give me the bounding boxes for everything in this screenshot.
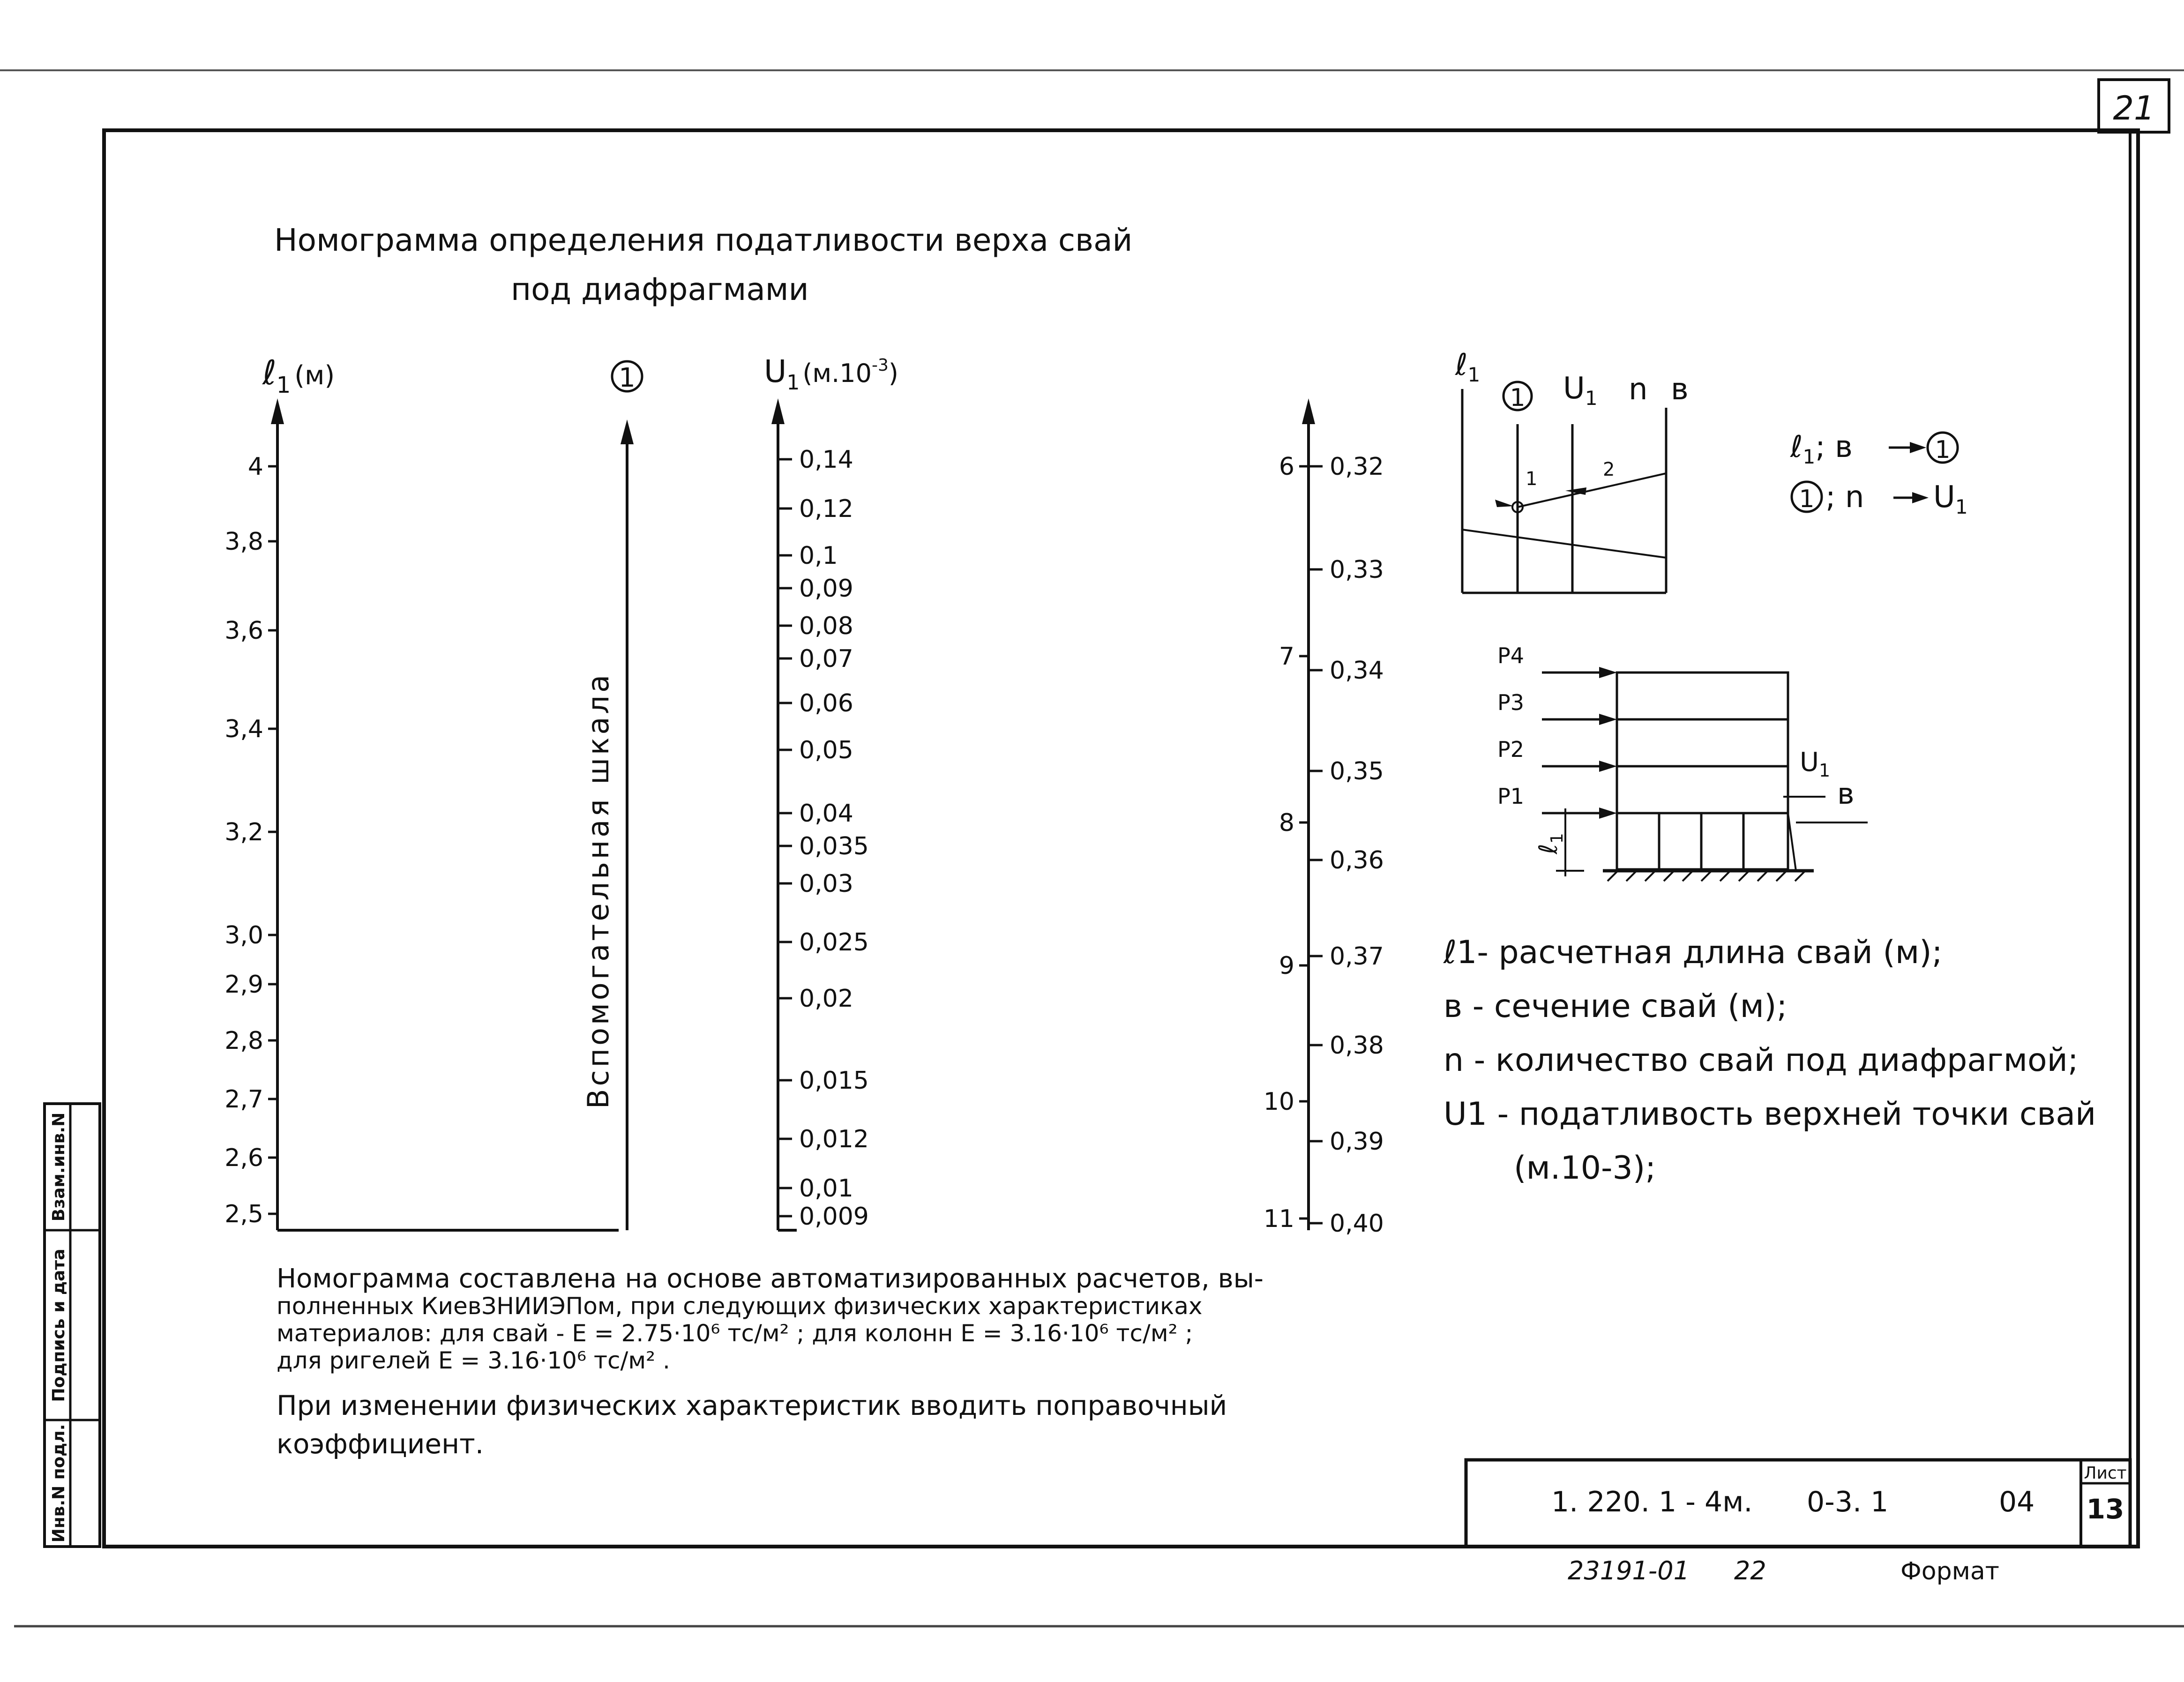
axis-b-tick-label: 0,38 bbox=[1330, 1032, 1384, 1060]
axis-b-tick-label: 0,34 bbox=[1330, 657, 1384, 685]
note-line-5: При изменении физических характеристик вводить поправочный bbox=[277, 1390, 1227, 1421]
format-label: Формат bbox=[1900, 1557, 1999, 1585]
axis-l1-tick-label: 2,8 bbox=[224, 1027, 263, 1055]
legend-l1: ℓ1- расчетная длина свай (м); bbox=[1444, 934, 1943, 971]
axis-u1-tick-label: 0,07 bbox=[799, 645, 853, 673]
axis-u1-tick-label: 0,015 bbox=[799, 1067, 869, 1095]
title-line-1: Номограмма определения податливости верха свай bbox=[274, 222, 1133, 258]
axis-u1-tick-label: 0,1 bbox=[799, 542, 838, 570]
key-l1-label: ℓ$_1$ bbox=[1455, 348, 1481, 386]
axis-l1-tick-label: 4 bbox=[247, 453, 263, 481]
axis-l1-tick-label: 2,9 bbox=[224, 971, 263, 999]
side-stamp bbox=[45, 1104, 100, 1547]
axis-u1-tick-label: 0,035 bbox=[799, 832, 869, 860]
document-part: 0-3. 1 bbox=[1807, 1486, 1889, 1518]
axis-n-ticks bbox=[1264, 453, 1309, 1233]
axis-l1 bbox=[224, 353, 619, 1230]
rule-line-1-text: ℓ$_1$; в bbox=[1790, 430, 1853, 468]
note-line-3: материалов: для свай - Е = 2.75·10⁶ тс/м² ; для колонн Е = 3.16·10⁶ тс/м² ; bbox=[277, 1320, 1193, 1347]
note-line-6: коэффициент. bbox=[277, 1428, 484, 1460]
axis-u1-tick-label: 0,02 bbox=[799, 985, 853, 1013]
axis-l1-tick-label: 2,5 bbox=[224, 1200, 263, 1228]
aux-axis-arrowhead bbox=[621, 419, 634, 444]
key-arrow-2-label: 2 bbox=[1603, 459, 1615, 480]
axis-l1-tick-label: 2,6 bbox=[224, 1144, 263, 1172]
pile-deflection bbox=[1788, 813, 1796, 871]
key-n-label: n bbox=[1629, 372, 1648, 407]
document-revision: 04 bbox=[1999, 1486, 2035, 1518]
legend-n: n - количество свай под диафрагмой; bbox=[1444, 1042, 2079, 1079]
key-diagram bbox=[1455, 348, 1689, 593]
aux-axis bbox=[581, 361, 642, 1230]
axis-l1-tick-label: 3,8 bbox=[224, 528, 263, 556]
key-line-1 bbox=[1462, 530, 1666, 558]
reading-rules bbox=[1790, 430, 1968, 518]
axis-l1-tick-label: 2,7 bbox=[224, 1085, 263, 1114]
key-arrow-1-label: 1 bbox=[1526, 468, 1538, 490]
legend-b: в - сечение свай (м); bbox=[1444, 988, 1788, 1025]
axis-u1-ticks bbox=[778, 446, 869, 1231]
axis-u1-tick-label: 0,05 bbox=[799, 736, 853, 764]
frame-b-label: в bbox=[1837, 777, 1855, 811]
title-line-2: под диафрагмами bbox=[511, 271, 809, 307]
axis-n-tick-label: 8 bbox=[1279, 809, 1294, 837]
rule-1-circle-label: 1 bbox=[1935, 436, 1951, 464]
legend bbox=[1444, 926, 2096, 1195]
axis-u1-tick-label: 0,04 bbox=[799, 800, 853, 828]
axis-u1-tick-label: 0,14 bbox=[799, 446, 853, 474]
rule-2-u1: $U_1$ bbox=[1933, 480, 1968, 518]
aux-axis-label: Вспомогательная шкала bbox=[581, 672, 615, 1109]
key-line-2 bbox=[1518, 473, 1666, 507]
axis-n-tick-label: 6 bbox=[1279, 453, 1294, 481]
load-p1-arrowhead bbox=[1599, 807, 1617, 819]
axis-u1-tick-label: 0,12 bbox=[799, 495, 853, 523]
axis-u1-tick-label: 0,01 bbox=[799, 1174, 853, 1203]
load-p3-label: P3 bbox=[1497, 690, 1525, 715]
legend-u1-unit: (м.10-3); bbox=[1514, 1150, 1656, 1187]
axis-b-tick-label: 0,40 bbox=[1330, 1210, 1384, 1238]
note-line-4: для ригелей Е = 3.16·10⁶ тс/м² . bbox=[277, 1347, 670, 1374]
axis-u1-arrowhead bbox=[771, 398, 785, 424]
axis-u1-label: $U_1$ $^{(м.10-3}_)$ bbox=[764, 353, 898, 395]
axis-n-b bbox=[1264, 398, 1384, 1238]
key-arrow-1-head bbox=[1495, 500, 1514, 507]
axis-b-tick-label: 0,39 bbox=[1330, 1128, 1384, 1156]
load-p2-label: P2 bbox=[1497, 737, 1525, 762]
axis-n-tick-label: 7 bbox=[1279, 643, 1294, 671]
rule-2-arrow-head bbox=[1912, 492, 1929, 503]
axis-n-tick-label: 10 bbox=[1263, 1088, 1294, 1116]
axis-u1-tick-label: 0,012 bbox=[799, 1125, 869, 1153]
side-stamp-signature: Подпись и дата bbox=[49, 1248, 68, 1402]
load-p2-arrowhead bbox=[1599, 761, 1617, 772]
sheet-no: 13 bbox=[2086, 1493, 2124, 1525]
dim-l1-label: ℓ$_1$ bbox=[1533, 833, 1567, 854]
side-stamp-vzam: Взам.инв.N bbox=[49, 1112, 68, 1222]
load-p3-arrowhead bbox=[1599, 714, 1617, 725]
axis-b-tick-label: 0,36 bbox=[1330, 846, 1384, 875]
title-block bbox=[1466, 1460, 2130, 1547]
inventory-number: 23191-01 bbox=[1568, 1556, 1690, 1585]
frame-ground-hatch bbox=[1608, 872, 1804, 881]
load-p1-label: P1 bbox=[1497, 784, 1525, 809]
frame-u1-label: $U_1$ bbox=[1800, 747, 1831, 781]
rule-1-arrow-head bbox=[1910, 442, 1926, 453]
axis-b-tick-label: 0,33 bbox=[1330, 556, 1384, 584]
axis-u1-tick-label: 0,06 bbox=[799, 689, 853, 718]
axis-l1-ticks bbox=[224, 453, 277, 1228]
load-p4-label: P4 bbox=[1497, 643, 1525, 668]
note-line-1: Номограмма составлена на основе автоматизированных расчетов, вы- bbox=[277, 1263, 1264, 1294]
axis-b-tick-label: 0,35 bbox=[1330, 757, 1384, 785]
axis-l1-tick-label: 3,2 bbox=[224, 818, 263, 846]
legend-u1: U1 - податливость верхней точки свай bbox=[1444, 1096, 2096, 1133]
rule-2-text: ; n bbox=[1825, 480, 1864, 515]
axis-b-tick-label: 0,32 bbox=[1330, 453, 1384, 481]
axis-l1-tick-label: 3,6 bbox=[224, 617, 263, 645]
axis-l1-tick-label: 3,0 bbox=[224, 921, 263, 949]
sheet-number: 21 bbox=[2113, 89, 2155, 127]
document-code: 1. 220. 1 - 4м. bbox=[1551, 1486, 1753, 1518]
note-block bbox=[277, 1265, 1264, 1463]
axis-n-tick-label: 9 bbox=[1279, 952, 1294, 980]
key-u1-label: $U_1$ bbox=[1563, 371, 1598, 410]
axis-u1-tick-label: 0,03 bbox=[799, 870, 853, 898]
key-b-label: в bbox=[1671, 372, 1689, 407]
axis-u1-tick-label: 0,009 bbox=[799, 1203, 869, 1231]
axis-n-b-arrowhead bbox=[1302, 398, 1315, 424]
axis-u1 bbox=[764, 353, 898, 1231]
aux-axis-marker: 1 bbox=[619, 363, 636, 393]
sheet-label: Лист bbox=[2084, 1464, 2127, 1483]
rule-2-circle-label: 1 bbox=[1799, 485, 1815, 513]
axis-u1-tick-label: 0,08 bbox=[799, 612, 853, 640]
axis-n-tick-label: 11 bbox=[1263, 1205, 1294, 1233]
axis-l1-tick-label: 3,4 bbox=[224, 715, 263, 743]
axis-b-tick-label: 0,37 bbox=[1330, 942, 1384, 971]
axis-l1-label: ℓ$_1$ $^{(м)}$ bbox=[262, 353, 335, 398]
load-p4-arrowhead bbox=[1599, 667, 1617, 678]
frame-diagram bbox=[1497, 643, 1868, 881]
axis-b-ticks bbox=[1309, 453, 1384, 1238]
axis-l1-arrowhead bbox=[271, 398, 284, 424]
side-stamp-inv-podl: Инв.N подл. bbox=[49, 1424, 68, 1543]
axis-u1-tick-label: 0,025 bbox=[799, 928, 869, 957]
axis-u1-tick-label: 0,09 bbox=[799, 575, 853, 603]
key-circle-label: 1 bbox=[1510, 384, 1526, 412]
note-line-2: полненных КиевЗНИИЭПом, при следующих физических характеристиках bbox=[277, 1293, 1203, 1320]
bottom-number: 22 bbox=[1734, 1556, 1766, 1585]
